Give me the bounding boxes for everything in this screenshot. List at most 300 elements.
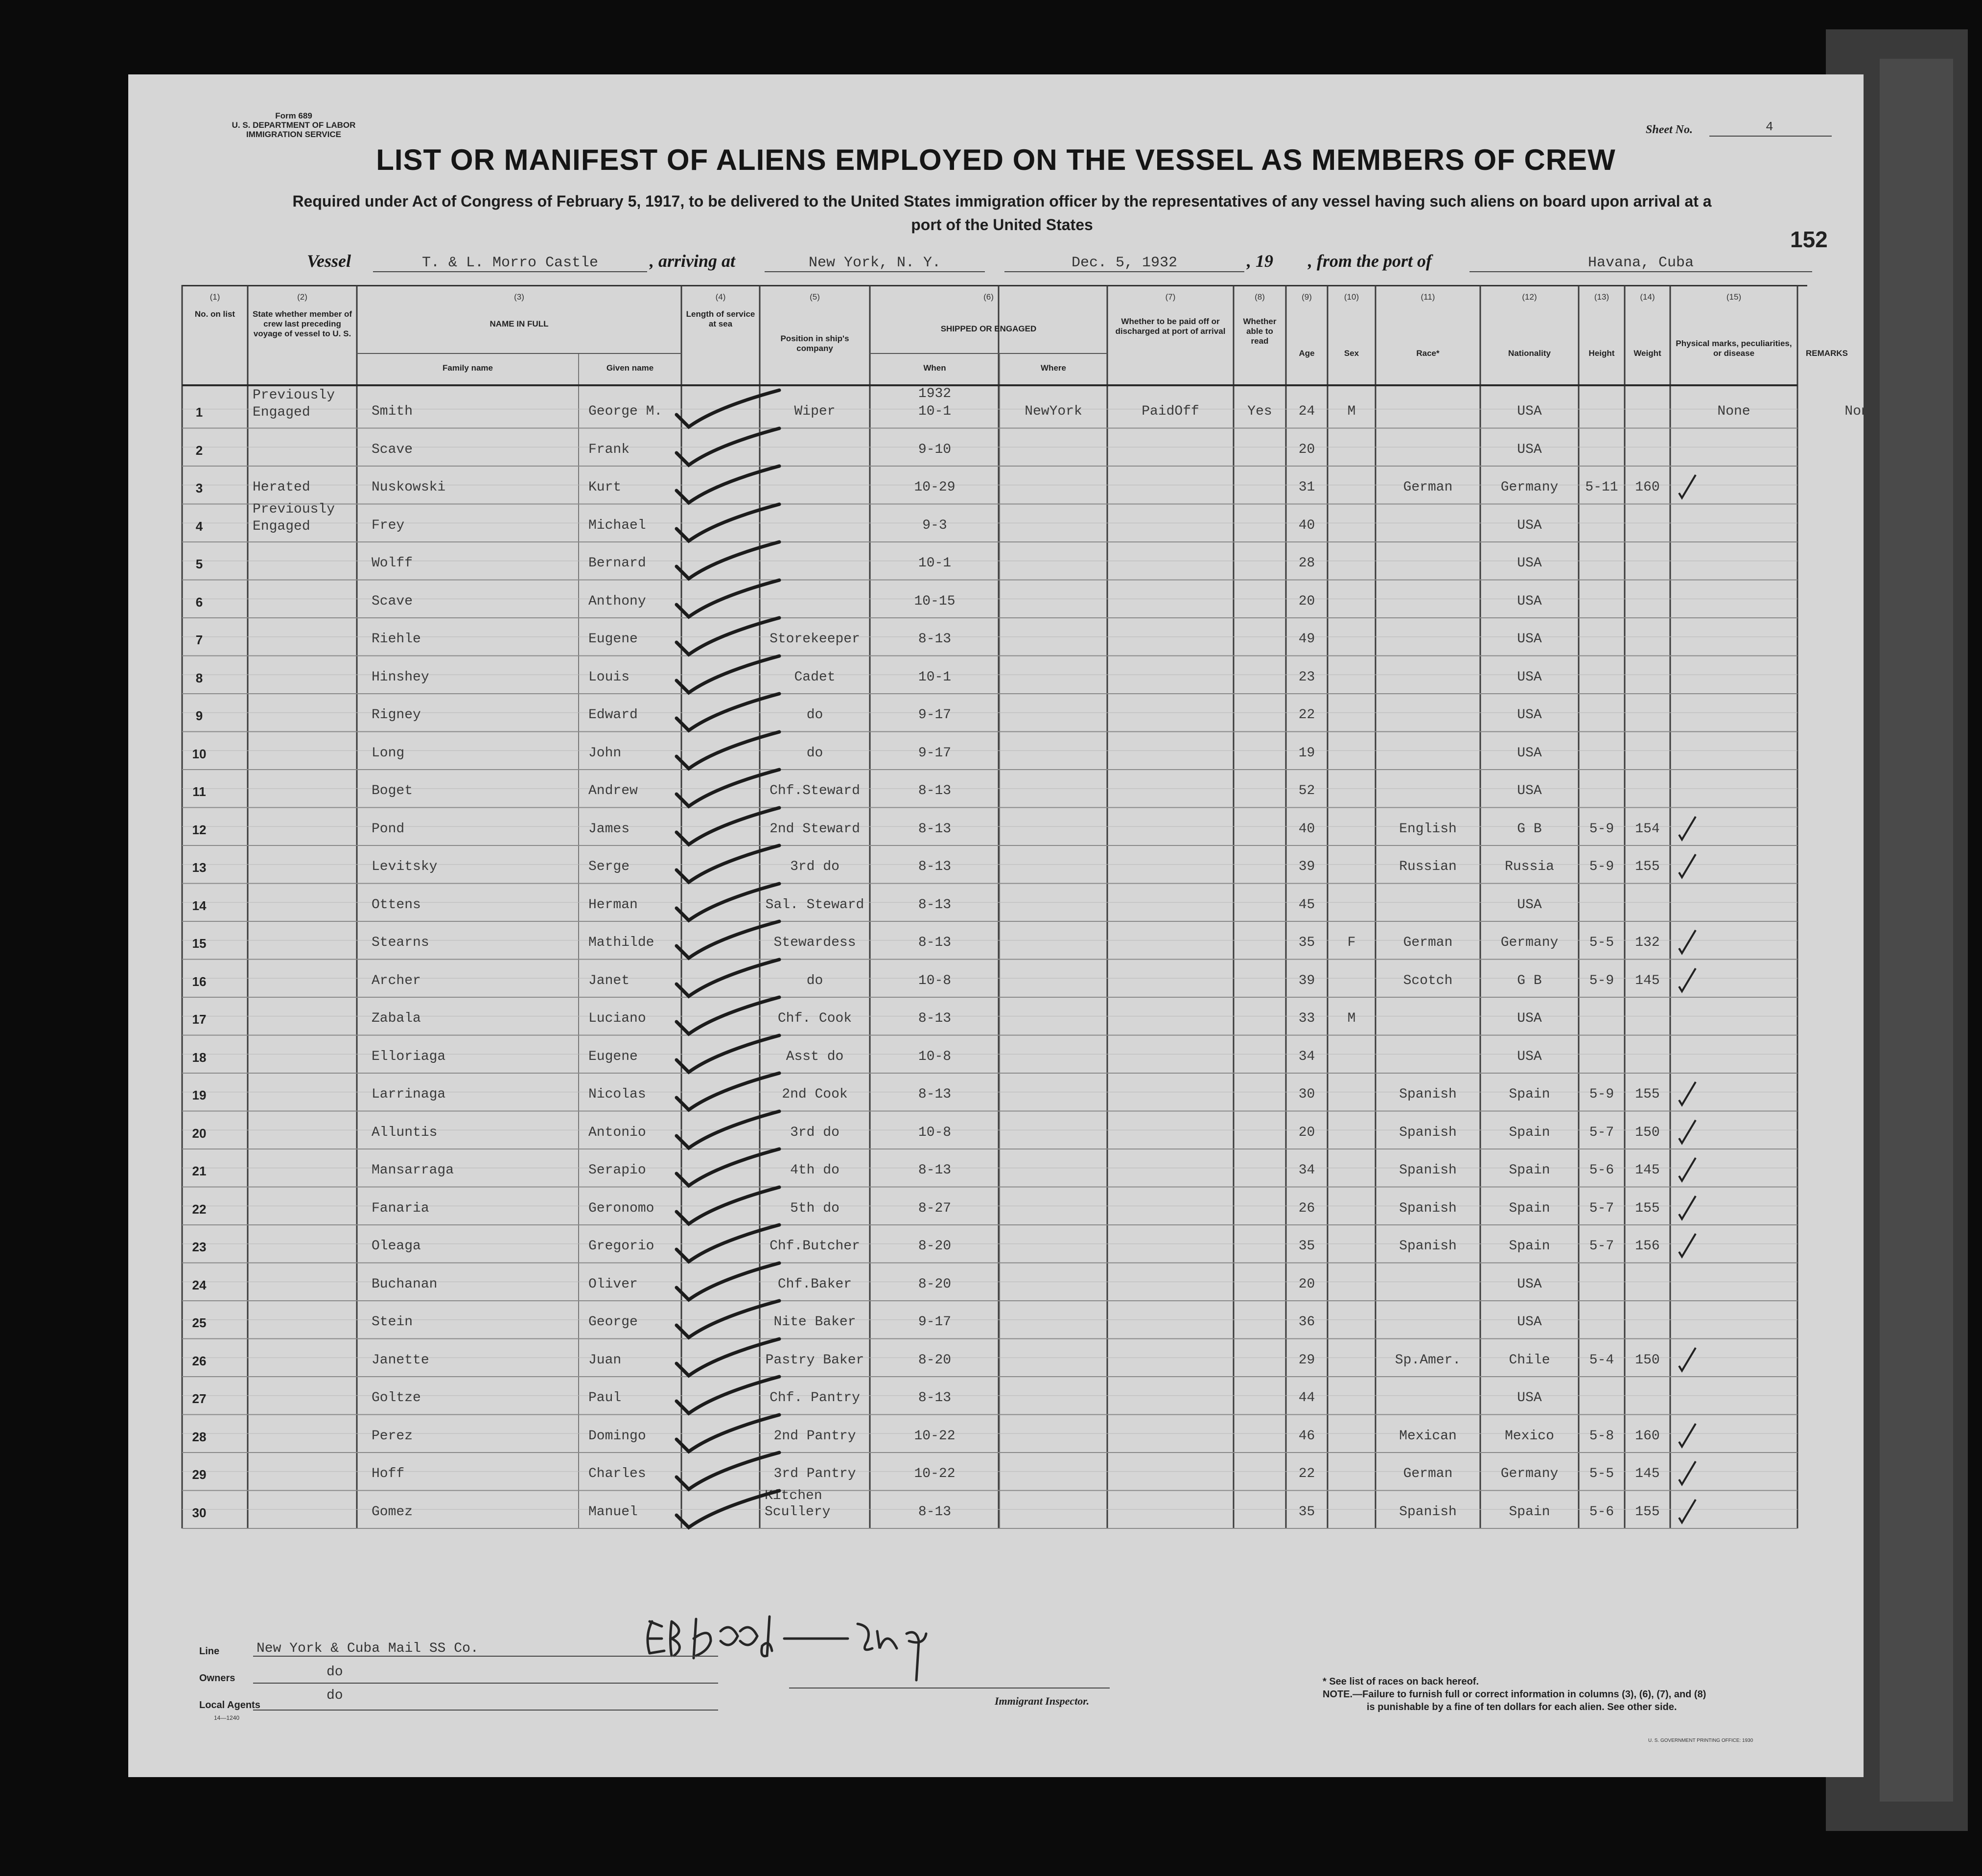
- subtitle-line-1: Required under Act of Congress of February 5, 1917, to be delivered to the United States immigration officer by the representatives of any vessel having such aliens on board upon arrival at a: [292, 192, 1712, 210]
- height: 5-6: [1589, 1163, 1614, 1178]
- position: Chf. Cook: [777, 1011, 852, 1026]
- row-number: 22: [192, 1201, 207, 1217]
- age: 33: [1298, 1011, 1315, 1026]
- weight: 150: [1635, 1125, 1660, 1140]
- tick-mark: [1675, 1192, 1700, 1221]
- nationality: Spain: [1509, 1163, 1550, 1178]
- shipped-when: 8-20: [918, 1276, 952, 1292]
- column-header-c6b: Where: [1041, 363, 1066, 373]
- age: 34: [1298, 1049, 1315, 1064]
- height: 5-7: [1589, 1239, 1614, 1254]
- column-number: (4): [715, 292, 726, 302]
- family-name: Rigney: [372, 707, 421, 723]
- tick-mark: [1675, 1496, 1700, 1525]
- crew-status: Engaged: [253, 518, 310, 534]
- given-name: Andrew: [588, 783, 638, 798]
- row-number: 21: [192, 1164, 207, 1178]
- crew-status: Herated: [253, 480, 310, 495]
- stamped-number: 152: [1790, 227, 1828, 252]
- check-mark: [672, 1481, 784, 1535]
- nationality: G B: [1517, 973, 1542, 988]
- row-number: 4: [195, 518, 203, 534]
- shipped-when: 8-20: [918, 1239, 952, 1254]
- given-name: Serapio: [588, 1163, 646, 1178]
- nationality: USA: [1517, 783, 1542, 798]
- shipped-when: 9-3: [922, 517, 947, 533]
- agents-underline: [253, 1710, 718, 1711]
- position: do: [806, 745, 823, 761]
- given-name: Frank: [588, 442, 630, 457]
- year-label: , 19: [1247, 251, 1273, 271]
- weight: 155: [1635, 1087, 1660, 1102]
- family-name: Elloriaga: [372, 1049, 446, 1064]
- age: 46: [1298, 1428, 1315, 1444]
- given-name: Eugene: [588, 1049, 638, 1064]
- given-name: Michael: [588, 517, 646, 533]
- row-number: 19: [192, 1088, 207, 1102]
- column-number: (14): [1640, 292, 1655, 302]
- shipped-where: NewYork: [1025, 404, 1082, 419]
- weight: 155: [1635, 1200, 1660, 1216]
- column-header-c15: Physical marks, peculiarities, or disease: [1676, 339, 1792, 358]
- position: Sal. Steward: [765, 897, 864, 913]
- family-name: Perez: [372, 1428, 413, 1444]
- printer-imprint: U. S. GOVERNMENT PRINTING OFFICE: 1930: [1648, 1738, 1753, 1743]
- shipped-when: 8-13: [918, 821, 952, 837]
- row-number: 23: [192, 1240, 207, 1254]
- race: Sp.Amer.: [1395, 1352, 1461, 1368]
- age: 29: [1298, 1352, 1315, 1368]
- shipped-when: 8-13: [918, 1011, 952, 1026]
- row-number: 9: [195, 708, 203, 723]
- row-number: 7: [195, 633, 203, 647]
- given-name: Kurt: [588, 480, 622, 495]
- row-number: 30: [192, 1505, 207, 1520]
- age: 22: [1298, 707, 1315, 723]
- nationality: USA: [1517, 442, 1542, 457]
- owners-underline: [253, 1683, 718, 1684]
- shipped-when: 10-22: [914, 1428, 956, 1444]
- given-name: Oliver: [588, 1276, 638, 1292]
- remarks: None: [1844, 404, 1878, 419]
- nationality: G B: [1517, 821, 1542, 837]
- given-name: James: [588, 821, 630, 837]
- position: Chf.Baker: [777, 1276, 852, 1292]
- race: German: [1403, 935, 1453, 950]
- shipped-when: 8-27: [918, 1200, 952, 1216]
- family-name: Gomez: [372, 1504, 413, 1520]
- row-number: 11: [192, 784, 206, 799]
- row-number: 12: [192, 822, 207, 837]
- form-code: 14—1240: [214, 1714, 240, 1721]
- shipped-when: 8-13: [918, 783, 952, 798]
- nationality: USA: [1517, 556, 1542, 571]
- from-port-label: , from the port of: [1308, 251, 1432, 271]
- row-number: 25: [192, 1315, 207, 1330]
- family-name: Fanaria: [372, 1200, 429, 1216]
- row-number: 5: [195, 557, 203, 571]
- nationality: Mexico: [1505, 1428, 1554, 1444]
- column-header-c6: SHIPPED OR ENGAGED: [940, 324, 1037, 333]
- column-header-c3: NAME IN FULL: [490, 319, 549, 328]
- given-name: Juan: [588, 1352, 622, 1368]
- shipped-when: 10-1: [918, 669, 952, 685]
- column-number: (1): [210, 292, 220, 302]
- shipped-when: 9-10: [918, 442, 952, 457]
- penalty-note: NOTE.—Failure to furnish full or correct information in columns (3), (6), (7), and (8): [1323, 1689, 1706, 1700]
- nationality: USA: [1517, 1276, 1542, 1292]
- given-name: Bernard: [588, 556, 646, 571]
- manifest-sheet: [128, 74, 1878, 1777]
- position: Chf. Pantry: [769, 1390, 860, 1406]
- race: Mexican: [1399, 1428, 1457, 1444]
- given-name: Anthony: [588, 593, 646, 609]
- header-rule: [182, 285, 1807, 286]
- tick-mark: [1675, 850, 1700, 880]
- height: 5-9: [1589, 1087, 1614, 1102]
- position: Cadet: [794, 669, 836, 685]
- agents-value: do: [326, 1688, 343, 1703]
- row-number: 6: [195, 594, 203, 610]
- position: Kitchen: [765, 1488, 822, 1503]
- shipped-when: 8-13: [918, 632, 952, 647]
- given-name: Nicolas: [588, 1087, 646, 1102]
- nationality: Germany: [1500, 935, 1559, 950]
- family-name: Levitsky: [372, 859, 438, 874]
- family-name: Wolff: [372, 556, 413, 571]
- row-number: 29: [192, 1467, 207, 1482]
- arrival-port: New York, N. Y.: [765, 255, 985, 272]
- tick-mark: [1675, 1078, 1700, 1107]
- departure-port: Havana, Cuba: [1469, 255, 1812, 272]
- penalty-note-continued: is punishable by a fine of ten dollars for each alien. See other side.: [1367, 1702, 1677, 1712]
- shipped-when: 10-8: [918, 973, 952, 988]
- position: do: [806, 707, 823, 723]
- nationality: Spain: [1509, 1125, 1550, 1140]
- column-header-c1: No. on list: [194, 309, 235, 319]
- height: 5-5: [1589, 1466, 1614, 1481]
- nationality: Chile: [1509, 1352, 1550, 1368]
- shipped-when: 8-13: [918, 1087, 952, 1102]
- nationality: USA: [1517, 1314, 1542, 1330]
- row-number: 10: [192, 746, 207, 761]
- given-name: Paul: [588, 1390, 622, 1406]
- subtitle-line-2: port of the United States: [911, 216, 1093, 234]
- column-header-c13: Height: [1588, 349, 1615, 358]
- row-number: 26: [192, 1353, 207, 1368]
- age: 36: [1298, 1314, 1315, 1330]
- family-name: Goltze: [372, 1390, 421, 1406]
- race: Spanish: [1399, 1125, 1457, 1140]
- age: 28: [1298, 556, 1315, 571]
- shipped-when: 8-13: [918, 897, 952, 913]
- height: 5-8: [1589, 1428, 1614, 1444]
- column-number: (15): [1726, 292, 1742, 302]
- age: 39: [1298, 973, 1315, 988]
- age: 26: [1298, 1200, 1315, 1216]
- row-number: 24: [192, 1277, 207, 1292]
- weight: 132: [1635, 935, 1660, 950]
- shipped-when: 9-17: [918, 1314, 952, 1330]
- column-number: (7): [1165, 292, 1176, 302]
- arrival-date: Dec. 5, 1932: [1004, 255, 1244, 272]
- age: 20: [1298, 1125, 1315, 1140]
- position: 3rd do: [790, 859, 839, 874]
- vessel-info-row: [128, 251, 1864, 280]
- shipped-when: 10-15: [914, 593, 956, 609]
- sheet-number: 4: [1766, 119, 1773, 134]
- crew-status: Previously: [253, 501, 335, 517]
- inspector-signature: [642, 1612, 985, 1685]
- tick-mark: [1675, 813, 1700, 842]
- given-name: Edward: [588, 707, 638, 723]
- column-number: (8): [1255, 292, 1265, 302]
- row-number: 20: [192, 1126, 207, 1141]
- nationality: USA: [1517, 669, 1542, 685]
- given-name: Luciano: [588, 1011, 646, 1026]
- family-name: Buchanan: [372, 1276, 438, 1292]
- position: Wiper: [794, 404, 836, 419]
- nationality: Spain: [1509, 1087, 1550, 1102]
- height: 5-9: [1589, 821, 1614, 837]
- shipped-when: 8-13: [918, 935, 952, 950]
- height: 5-9: [1589, 973, 1614, 988]
- family-name: Oleaga: [372, 1239, 421, 1254]
- family-name: Janette: [372, 1352, 429, 1368]
- column-header-c9: Age: [1299, 349, 1315, 358]
- position: Stewardess: [773, 935, 856, 950]
- column-number: (9): [1302, 292, 1312, 302]
- height: 5-9: [1589, 859, 1614, 874]
- height: 5-4: [1589, 1352, 1614, 1368]
- position: Pastry Baker: [765, 1352, 864, 1368]
- nationality: Spain: [1509, 1239, 1550, 1254]
- family-name: Frey: [372, 517, 405, 533]
- age: 40: [1298, 821, 1315, 837]
- column-header-c3b: Given name: [606, 363, 654, 373]
- age: 44: [1298, 1390, 1315, 1406]
- family-name: Hoff: [372, 1466, 405, 1481]
- column-number: (12): [1522, 292, 1537, 302]
- able-to-read: Yes: [1247, 404, 1272, 419]
- given-name: Geronomo: [588, 1200, 654, 1216]
- tick-mark: [1675, 1116, 1700, 1146]
- height: 5-6: [1589, 1504, 1614, 1520]
- shipped-when: 10-22: [914, 1466, 956, 1481]
- family-name: Pond: [372, 821, 405, 837]
- given-name: Gregorio: [588, 1239, 654, 1254]
- weight: 145: [1635, 1163, 1660, 1178]
- age: 22: [1298, 1466, 1315, 1481]
- given-name: Janet: [588, 973, 630, 988]
- family-name: Long: [372, 745, 405, 761]
- race-note: * See list of races on back hereof.: [1323, 1676, 1479, 1687]
- form-number: Form 689: [275, 111, 312, 120]
- position: Scullery: [765, 1504, 831, 1520]
- shipped-when: 10-29: [914, 480, 956, 495]
- family-name: Stearns: [372, 935, 429, 950]
- shipped-when: 8-13: [918, 1163, 952, 1178]
- weight: 160: [1635, 480, 1660, 495]
- position: Chf.Steward: [769, 783, 860, 798]
- given-name: George M.: [588, 404, 663, 419]
- shipped-when: 9-17: [918, 745, 952, 761]
- nationality: USA: [1517, 1011, 1542, 1026]
- race: Spanish: [1399, 1504, 1457, 1520]
- nationality: USA: [1517, 517, 1542, 533]
- nationality: Germany: [1500, 1466, 1559, 1481]
- age: 35: [1298, 935, 1315, 950]
- row-number: 17: [192, 1012, 207, 1027]
- given-name: Serge: [588, 859, 630, 874]
- position: 2nd Steward: [769, 821, 860, 837]
- family-name: Nuskowski: [372, 480, 446, 495]
- column-number: (11): [1421, 292, 1435, 302]
- row-number: 13: [192, 860, 207, 875]
- row-number: 1: [195, 405, 203, 420]
- column-number: (3): [514, 292, 524, 302]
- service-name: IMMIGRATION SERVICE: [246, 130, 341, 139]
- age: 34: [1298, 1163, 1315, 1178]
- height: 5-5: [1589, 935, 1614, 950]
- age: 40: [1298, 517, 1315, 533]
- row-number: 28: [192, 1429, 207, 1444]
- sheet-number-label: Sheet No.: [1646, 123, 1693, 136]
- position: 5th do: [790, 1200, 839, 1216]
- column-header-c10: Sex: [1344, 349, 1359, 358]
- family-name: Larrinaga: [372, 1087, 446, 1102]
- position: Storekeeper: [769, 632, 860, 647]
- nationality: USA: [1517, 745, 1542, 761]
- age: 31: [1298, 480, 1315, 495]
- column-header-c8: Whether able to read: [1243, 317, 1277, 346]
- weight: 156: [1635, 1239, 1660, 1254]
- family-name: Mansarraga: [372, 1163, 454, 1178]
- tick-mark: [1675, 1154, 1700, 1183]
- nationality: USA: [1517, 707, 1542, 723]
- weight: 154: [1635, 821, 1660, 837]
- owners-label: Owners: [199, 1673, 235, 1684]
- race: German: [1403, 1466, 1453, 1481]
- row-number: 27: [192, 1391, 207, 1406]
- column-number: (10): [1344, 292, 1359, 302]
- nationality: USA: [1517, 1390, 1542, 1406]
- weight: 155: [1635, 859, 1660, 874]
- row-number: 3: [195, 481, 203, 495]
- given-name: Eugene: [588, 632, 638, 647]
- column-header-c16: REMARKS: [1806, 349, 1848, 358]
- age: 30: [1298, 1087, 1315, 1102]
- nationality: USA: [1517, 897, 1542, 913]
- family-name: Scave: [372, 593, 413, 609]
- race: Russian: [1399, 859, 1457, 874]
- tick-mark: [1675, 1420, 1700, 1449]
- given-name: Herman: [588, 897, 638, 913]
- shipped-when: 9-17: [918, 707, 952, 723]
- tick-mark: [1675, 964, 1700, 994]
- given-name: Manuel: [588, 1504, 638, 1520]
- nationality: Germany: [1500, 480, 1559, 495]
- age: 20: [1298, 442, 1315, 457]
- row-number: 14: [192, 898, 207, 913]
- nationality: USA: [1517, 632, 1542, 647]
- tick-mark: [1675, 1344, 1700, 1373]
- page-title: LIST OR MANIFEST OF ALIENS EMPLOYED ON THE VESSEL AS MEMBERS OF CREW: [376, 143, 1616, 176]
- nationality: USA: [1517, 593, 1542, 609]
- crew-status: Engaged: [253, 405, 310, 420]
- row-number: 8: [195, 670, 203, 685]
- row-number: 16: [192, 974, 207, 989]
- tick-mark: [1675, 1230, 1700, 1259]
- shipped-year: 1932: [918, 386, 952, 401]
- form-header: [215, 111, 372, 139]
- family-name: Scave: [372, 442, 413, 457]
- row-number: 15: [192, 936, 207, 951]
- sex: F: [1347, 935, 1356, 950]
- shipped-when: 8-13: [918, 1390, 952, 1406]
- position: 2nd Pantry: [773, 1428, 856, 1444]
- family-name: Smith: [372, 404, 413, 419]
- department-name: U. S. DEPARTMENT OF LABOR: [232, 120, 356, 130]
- shipped-when: 8-13: [918, 1504, 952, 1520]
- weight: 145: [1635, 1466, 1660, 1481]
- family-name: Hinshey: [372, 669, 429, 685]
- column-header-c2: State whether member of crew last preceding voyage of vessel to U. S.: [252, 309, 352, 338]
- family-name: Alluntis: [372, 1125, 438, 1140]
- age: 49: [1298, 632, 1315, 647]
- age: 45: [1298, 897, 1315, 913]
- weight: 155: [1635, 1504, 1660, 1520]
- age: 20: [1298, 1276, 1315, 1292]
- nationality: Spain: [1509, 1504, 1550, 1520]
- tick-mark: [1675, 1457, 1700, 1487]
- nationality: USA: [1517, 1049, 1542, 1064]
- weight: 145: [1635, 973, 1660, 988]
- race: Scotch: [1403, 973, 1453, 988]
- family-name: Archer: [372, 973, 421, 988]
- given-name: Louis: [588, 669, 630, 685]
- height: 5-11: [1585, 480, 1618, 495]
- age: 39: [1298, 859, 1315, 874]
- nationality: Spain: [1509, 1200, 1550, 1216]
- family-name: Riehle: [372, 632, 421, 647]
- given-name: Antonio: [588, 1125, 646, 1140]
- vessel-name: T. & L. Morro Castle: [373, 255, 647, 272]
- column-header-c7: Whether to be paid off or discharged at port of arrival: [1115, 317, 1226, 336]
- given-name: John: [588, 745, 622, 761]
- family-name: Stein: [372, 1314, 413, 1330]
- given-name: George: [588, 1314, 638, 1330]
- weight: 150: [1635, 1352, 1660, 1368]
- age: 20: [1298, 593, 1315, 609]
- line-value: New York & Cuba Mail SS Co.: [256, 1641, 479, 1656]
- shipped-when: 8-13: [918, 859, 952, 874]
- column-header-c6a: When: [923, 363, 946, 373]
- paid-off: PaidOff: [1142, 404, 1199, 419]
- column-header-c11: Race*: [1416, 349, 1440, 358]
- shipped-when: 10-8: [918, 1125, 952, 1140]
- height: 5-7: [1589, 1125, 1614, 1140]
- race: English: [1399, 821, 1457, 837]
- column-number: (6): [983, 292, 994, 302]
- family-name: Ottens: [372, 897, 421, 913]
- agents-label: Local Agents: [199, 1700, 260, 1711]
- given-name: Charles: [588, 1466, 646, 1481]
- vessel-label: Vessel: [307, 251, 351, 271]
- shipped-when: 10-8: [918, 1049, 952, 1064]
- row-number: 2: [195, 443, 203, 458]
- tick-mark: [1675, 926, 1700, 956]
